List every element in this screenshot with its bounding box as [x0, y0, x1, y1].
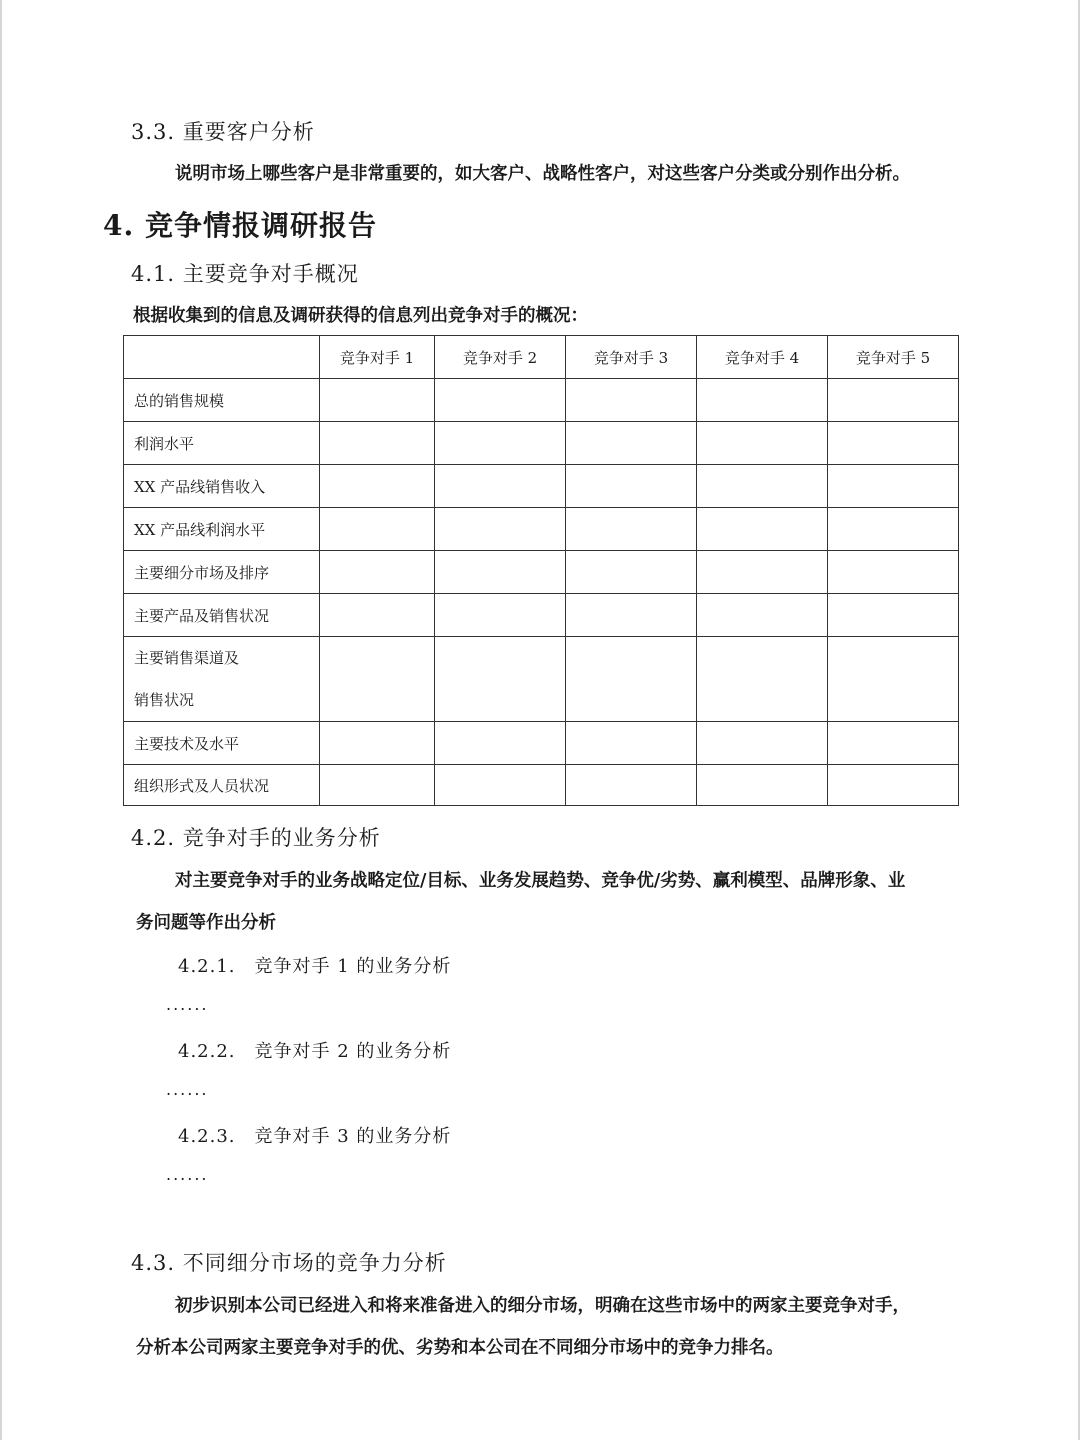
table-cell — [566, 637, 697, 722]
ellipsis-4-2-2: ...... — [166, 1080, 209, 1099]
table-cell — [566, 379, 697, 422]
subheading-4-2-1: 4.2.1. 竞争对手 1 的业务分析 — [178, 956, 452, 977]
row-label: XX 产品线销售收入 — [124, 465, 320, 508]
heading-4-3: 4.3. 不同细分市场的竞争力分析 — [131, 1251, 447, 1275]
subheading-4-2-3: 4.2.3. 竞争对手 3 的业务分析 — [178, 1126, 452, 1147]
heading-3-3: 3.3. 重要客户分析 — [131, 120, 315, 144]
paragraph-4-3-line2: 分析本公司两家主要竞争对手的优、劣势和本公司在不同细分市场中的竞争力排名。 — [136, 1338, 784, 1358]
paragraph-4-3-line1: 初步识别本公司已经进入和将来准备进入的细分市场，明确在这些市场中的两家主要竞争对手， — [175, 1296, 910, 1316]
table-cell — [320, 765, 435, 806]
row-label: XX 产品线利润水平 — [124, 508, 320, 551]
table-cell — [320, 508, 435, 551]
page-border-left — [0, 0, 2, 1440]
table-cell — [828, 379, 959, 422]
heading-4: 4. 竞争情报调研报告 — [103, 209, 377, 242]
table-cell — [828, 594, 959, 637]
table-cell — [435, 508, 566, 551]
table-row — [124, 765, 959, 806]
table-row — [124, 551, 959, 594]
table-cell — [566, 422, 697, 465]
table-header-row — [124, 336, 959, 379]
table-cell — [697, 465, 828, 508]
table-cell — [320, 379, 435, 422]
table-cell — [828, 722, 959, 765]
table-cell — [320, 465, 435, 508]
table-cell — [697, 637, 828, 722]
row-label: 主要产品及销售状况 — [124, 594, 320, 637]
table-row — [124, 465, 959, 508]
paragraph-4-2-line2: 务问题等作出分析 — [136, 913, 276, 933]
subheading-4-2-2: 4.2.2. 竞争对手 2 的业务分析 — [178, 1041, 452, 1062]
table-cell — [828, 551, 959, 594]
row-label: 主要技术及水平 — [124, 722, 320, 765]
table-cell — [697, 722, 828, 765]
table-header-cell: 竞争对手 5 — [828, 336, 959, 379]
table-cell — [566, 508, 697, 551]
table-cell — [828, 637, 959, 722]
table-cell — [435, 551, 566, 594]
table-cell — [320, 722, 435, 765]
table-row — [124, 722, 959, 765]
paragraph-4-1-intro: 根据收集到的信息及调研获得的信息列出竞争对手的概况： — [133, 306, 588, 326]
table-cell — [435, 722, 566, 765]
heading-4-2: 4.2. 竞争对手的业务分析 — [131, 826, 381, 850]
table-row — [124, 594, 959, 637]
row-label: 利润水平 — [124, 422, 320, 465]
table-cell — [435, 765, 566, 806]
table-cell — [435, 594, 566, 637]
table-cell — [435, 637, 566, 722]
table-cell — [435, 465, 566, 508]
table-cell — [697, 551, 828, 594]
table-cell — [566, 594, 697, 637]
table-header-cell: 竞争对手 1 — [320, 336, 435, 379]
row-label-line: 销售状况 — [134, 691, 195, 709]
competitor-overview-table — [123, 335, 959, 806]
table-cell — [566, 465, 697, 508]
table-cell — [320, 422, 435, 465]
table-cell — [435, 422, 566, 465]
table-row — [124, 637, 959, 722]
table-cell — [697, 594, 828, 637]
table-header-cell: 竞争对手 4 — [697, 336, 828, 379]
table-cell — [566, 551, 697, 594]
table-cell — [566, 722, 697, 765]
table-row — [124, 379, 959, 422]
table-cell — [828, 508, 959, 551]
row-label — [124, 637, 320, 722]
table-cell — [697, 379, 828, 422]
table-header-cell — [124, 336, 320, 379]
table-cell — [828, 465, 959, 508]
table-header-cell: 竞争对手 2 — [435, 336, 566, 379]
table-cell — [566, 765, 697, 806]
table-cell — [320, 637, 435, 722]
ellipsis-4-2-3: ...... — [166, 1165, 209, 1184]
table-header-cell: 竞争对手 3 — [566, 336, 697, 379]
table-cell — [435, 379, 566, 422]
row-label-line: 主要销售渠道及 — [134, 649, 240, 667]
paragraph-4-2-line1: 对主要竞争对手的业务战略定位/目标、业务发展趋势、竞争优/劣势、赢利模型、品牌形象、业 — [175, 871, 906, 891]
table-cell — [828, 765, 959, 806]
ellipsis-4-2-1: ...... — [166, 995, 209, 1014]
table-row — [124, 422, 959, 465]
table-row — [124, 508, 959, 551]
table-cell — [697, 765, 828, 806]
table-cell — [320, 551, 435, 594]
table-cell — [697, 422, 828, 465]
row-label: 主要细分市场及排序 — [124, 551, 320, 594]
row-label: 总的销售规模 — [124, 379, 320, 422]
row-label: 组织形式及人员状况 — [124, 765, 320, 806]
table-cell — [697, 508, 828, 551]
table-cell — [320, 594, 435, 637]
heading-4-1: 4.1. 主要竞争对手概况 — [131, 262, 359, 286]
table-cell — [828, 422, 959, 465]
paragraph-3-3: 说明市场上哪些客户是非常重要的，如大客户、战略性客户，对这些客户分类或分别作出分析。 — [175, 164, 910, 184]
